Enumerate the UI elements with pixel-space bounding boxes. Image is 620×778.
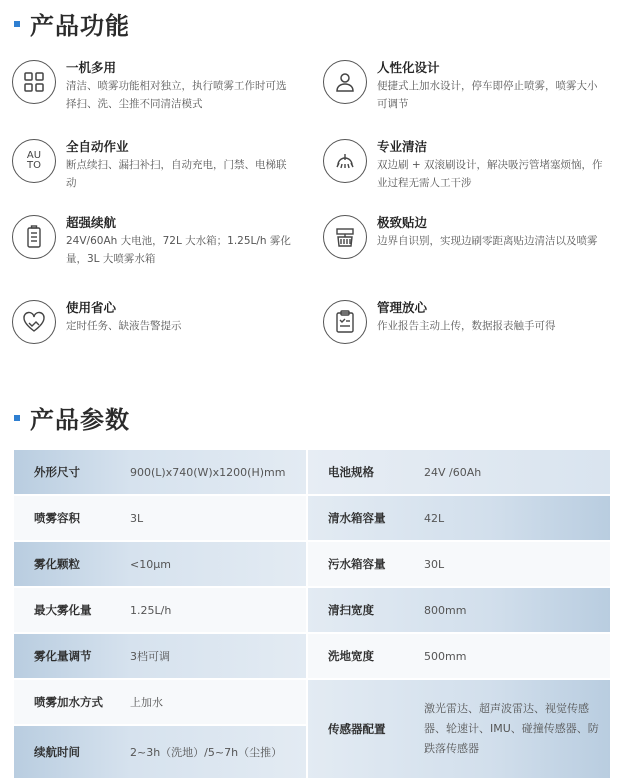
spec-value: 1.25L/h bbox=[130, 603, 172, 617]
feature-desc: 清洁、喷雾功能相对独立，执行喷雾工作时可选择扫、洗、尘推不同清洁模式 bbox=[66, 80, 287, 110]
feature-desc: 双边刷 + 双滚刷设计，解决吸污管堵塞烦恼，作业过程无需人工干涉 bbox=[377, 159, 603, 189]
feature-title: 极致贴边 bbox=[377, 215, 428, 230]
spec-value: 激光雷达、超声波雷达、视觉传感器、轮速计、IMU、碰撞传感器、防跌落传感器 bbox=[424, 702, 599, 755]
user-icon bbox=[323, 60, 367, 104]
spec-row bbox=[308, 634, 610, 678]
feature-auto bbox=[12, 137, 312, 207]
feature-title: 专业清洁 bbox=[377, 139, 428, 154]
auto-icon bbox=[12, 139, 56, 183]
feature-endurance bbox=[12, 213, 312, 283]
spec-label: 清扫宽度 bbox=[328, 603, 374, 617]
spec-row bbox=[308, 680, 610, 778]
spec-value: 30L bbox=[424, 557, 445, 571]
spec-label: 喷雾容积 bbox=[34, 511, 80, 525]
spec-label: 电池规格 bbox=[328, 465, 374, 479]
spec-value: 24V /60Ah bbox=[424, 465, 482, 479]
spec-value: 900(L)x740(W)x1200(H)mm bbox=[130, 465, 286, 479]
params-heading bbox=[14, 400, 130, 435]
spec-row bbox=[308, 542, 610, 586]
spec-label: 洗地宽度 bbox=[328, 649, 374, 663]
functions-title: 产品功能 bbox=[30, 12, 130, 40]
spec-value: 3L bbox=[130, 511, 144, 525]
feature-title: 全自动作业 bbox=[66, 139, 129, 154]
spec-row bbox=[14, 588, 306, 632]
params-title: 产品参数 bbox=[30, 406, 130, 434]
spec-label: 传感器配置 bbox=[328, 722, 386, 736]
spec-label: 雾化量调节 bbox=[34, 649, 92, 663]
grid-icon bbox=[12, 60, 56, 104]
spec-label: 雾化颗粒 bbox=[34, 557, 80, 571]
feature-desc: 边界自识别，实现边刷零距离贴边清洁以及喷雾 bbox=[377, 235, 598, 247]
sweeper-icon bbox=[323, 139, 367, 183]
battery-icon bbox=[12, 215, 56, 259]
spec-value: 2~3h（洗地）/5~7h（尘推） bbox=[130, 746, 283, 759]
spec-row bbox=[14, 726, 306, 778]
feature-desc: 定时任务、缺液告警提示 bbox=[66, 320, 182, 332]
feature-desc: 断点续扫、漏扫补扫，自动充电，门禁、电梯联动 bbox=[66, 159, 287, 189]
auto-icon-text-top: AU bbox=[26, 150, 42, 161]
spec-label: 污水箱容量 bbox=[328, 557, 386, 571]
spec-row bbox=[14, 450, 306, 494]
feature-worry-free bbox=[12, 298, 312, 368]
heading-marker bbox=[14, 415, 20, 421]
feature-title: 超强续航 bbox=[66, 215, 117, 230]
heading-marker bbox=[14, 21, 20, 27]
feature-desc: 24V/60Ah 大电池，72L 大水箱；1.25L/h 雾化量，3L 大喷雾水箱 bbox=[66, 235, 291, 265]
spec-row bbox=[14, 680, 306, 724]
feature-title: 管理放心 bbox=[377, 300, 428, 315]
feature-professional bbox=[323, 137, 620, 207]
spec-row bbox=[308, 588, 610, 632]
spec-row bbox=[14, 542, 306, 586]
spec-value: 3档可调 bbox=[130, 650, 170, 663]
feature-title: 人性化设计 bbox=[377, 60, 440, 75]
functions-heading bbox=[14, 6, 130, 41]
spec-label: 清水箱容量 bbox=[328, 511, 386, 525]
brush-icon bbox=[323, 215, 367, 259]
feature-desc: 作业报告主动上传，数据报表触手可得 bbox=[377, 320, 556, 332]
spec-value: 42L bbox=[424, 511, 445, 525]
feature-edge bbox=[323, 213, 620, 283]
spec-value: 500mm bbox=[424, 649, 467, 663]
spec-value: <10μm bbox=[130, 557, 171, 571]
spec-row bbox=[308, 496, 610, 540]
spec-label: 续航时间 bbox=[34, 745, 80, 759]
spec-label: 喷雾加水方式 bbox=[34, 695, 103, 709]
feature-management bbox=[323, 298, 620, 368]
spec-value: 上加水 bbox=[130, 696, 163, 709]
spec-row bbox=[14, 496, 306, 540]
clipboard-icon bbox=[323, 300, 367, 344]
spec-table bbox=[14, 450, 610, 778]
auto-icon-text-bottom: TO bbox=[27, 160, 41, 171]
spec-row bbox=[308, 450, 610, 494]
spec-value: 800mm bbox=[424, 603, 467, 617]
spec-label: 外形尺寸 bbox=[34, 465, 80, 479]
feature-multi-use bbox=[12, 58, 312, 128]
spec-label: 最大雾化量 bbox=[34, 603, 92, 617]
heart-hands-icon bbox=[12, 300, 56, 344]
feature-humanized bbox=[323, 58, 620, 128]
feature-desc: 便捷式上加水设计，停车即停止喷雾，喷雾大小可调节 bbox=[377, 80, 598, 110]
feature-title: 使用省心 bbox=[66, 300, 117, 315]
spec-row bbox=[14, 634, 306, 678]
feature-title: 一机多用 bbox=[66, 60, 117, 75]
